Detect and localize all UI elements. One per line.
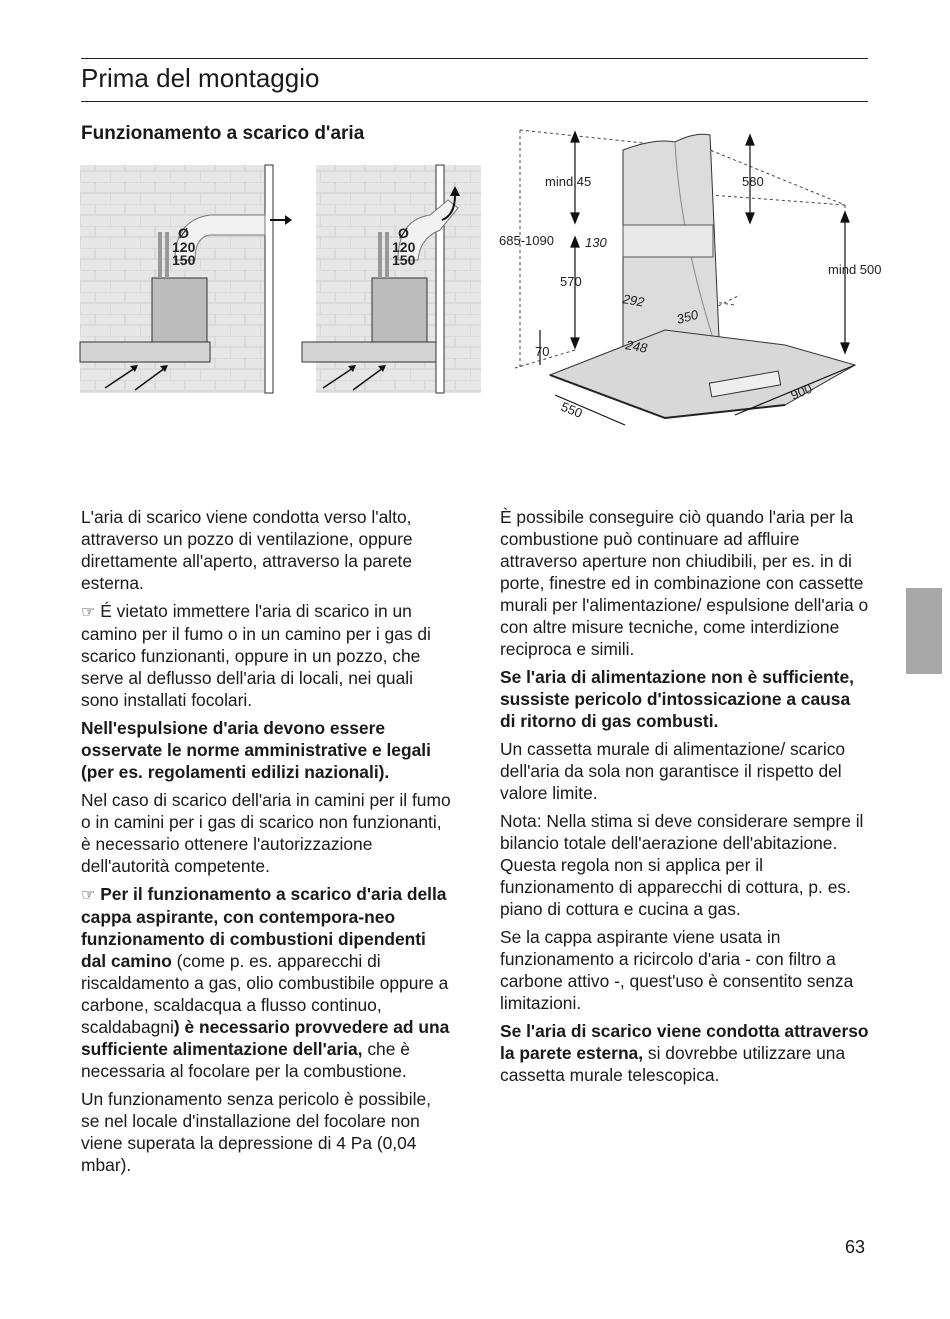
right-text-column — [500, 506, 870, 1092]
dim-130-label: 130 — [585, 235, 607, 250]
paragraph: Nel caso di scarico dell'aria in camini per il fumo o in camini per i gas di scarico non funzionanti, è necessario ottenere l'autorizzazione dell'autorità competente. — [81, 790, 451, 876]
paragraph: Se la cappa aspirante viene usata in funzionamento a ricircolo d'aria - con filtro a carbone attivo -, quest'uso è consentito senza limitazioni. — [500, 927, 854, 1013]
dim-min45-label: mind.45 — [545, 174, 592, 189]
pointing-hand-icon: ☞ — [81, 885, 96, 904]
hood-dimension-drawing — [495, 120, 882, 440]
bold-text: Se l'aria di scarico viene condotta attraverso la parete esterna, — [500, 1021, 869, 1063]
paragraph: Un cassetta murale di alimentazione/ scarico dell'aria da sola non garantisce il rispetto del valore limite. — [500, 739, 846, 803]
exhaust-installation-illustration — [80, 160, 485, 400]
page-title: Prima del montaggio — [81, 63, 320, 93]
diameter-symbol-label: Ø — [178, 225, 189, 241]
dim-248-label: 248 — [624, 337, 649, 356]
diameter-symbol-label-2: Ø — [398, 225, 409, 241]
dim-70-label: 70 — [535, 344, 550, 359]
diameter-120-label: 120 — [172, 239, 196, 255]
mixed-paragraph — [500, 1020, 870, 1086]
dim-350-label: 350 — [674, 306, 700, 327]
paragraph: È possibile conseguire ciò quando l'aria per la combustione può continuare ad affluire attraverso aperture non chiudibili, per es. in di porte, finestre ed in combinazione con cassette murali per l'alimentazione/ espulsione dell'aria o con altre misure tecniche, come interdizione reciproca e simili. — [500, 507, 869, 659]
shaft-vent-variant — [302, 165, 481, 393]
bold-paragraph: Se l'aria di alimentazione non è sufficiente, sussiste pericolo d'intossicazione a causa di ritorno di gas combusti. — [500, 667, 854, 731]
warning-paragraph — [81, 600, 451, 711]
hood-body — [550, 134, 855, 418]
pointing-hand-icon: ☞ — [81, 602, 96, 621]
bold-paragraph: Nell'espulsione d'aria devono essere osservate le norme amministrative e legali (per es. regolamenti edilizi nazionali). — [81, 718, 431, 782]
left-text-column — [81, 506, 451, 1182]
dim-570-label: 570 — [560, 274, 582, 289]
top-rule — [81, 58, 868, 59]
dim-685-1090-label: 685-1090 — [499, 233, 554, 248]
paragraph-text: É vietato immettere l'aria di scarico in un camino per il fumo o in un camino per i gas di scarico funzionanti, oppure in un pozzo, che serve al deflusso dell'aria di locali, nei quali sono installati focolari. — [81, 601, 431, 710]
page-number: 63 — [845, 1237, 866, 1257]
warning-paragraph-mixed — [81, 883, 451, 1082]
diameter-150-label: 150 — [172, 252, 196, 268]
paragraph: Nota: Nella stima si deve considerare sempre il bilancio totale dell'aerazione dell'abitazione. Questa regola non si applica per il funzionamento di apparecchi di cottura, p. es. piano di cottura e cucina a gas. — [500, 811, 864, 919]
dim-mind500-label: mind 500 — [828, 262, 882, 277]
normal-text: (come p. es. apparecchi di riscaldamento a gas, olio combustibile oppure a carbone, scaldacqua a flusso continuo, scaldabagni — [81, 951, 449, 1037]
bold-text: Per il funzionamento a scarico d'aria della cappa aspirante, con contempora-neo funzionamento di combustioni dipendenti dal camino — [81, 884, 447, 971]
chapter-side-tab — [906, 588, 942, 674]
diameter-120-label-2: 120 — [392, 239, 416, 255]
wall-vent-variant — [80, 165, 292, 393]
dim-292-label: 292 — [621, 291, 646, 310]
paragraph: Un funzionamento senza pericolo è possibile, se nel locale d'installazione del focolare non viene superata la depressione di 4 Pa (0,04 mbar). — [81, 1089, 431, 1175]
dim-900-label: 900 — [788, 380, 815, 403]
section-heading: Funzionamento a scarico d'aria — [81, 123, 365, 144]
normal-text: si dovrebbe utilizzare una cassetta murale telescopica. — [500, 1043, 846, 1085]
dim-580-label: 580 — [742, 174, 764, 189]
bold-text: ) è necessario provvedere ad una sufficiente alimentazione dell'aria, — [81, 1017, 450, 1059]
diameter-150-label-2: 150 — [392, 252, 416, 268]
title-underline — [81, 101, 868, 102]
dim-550-label: 550 — [558, 398, 585, 421]
paragraph: L'aria di scarico viene condotta verso l'alto, attraverso un pozzo di ventilazione, oppure direttamente all'aperto, attraverso la parete esterna. — [81, 507, 413, 593]
normal-text: che è necessaria al focolare per la combustione. — [81, 1039, 410, 1081]
